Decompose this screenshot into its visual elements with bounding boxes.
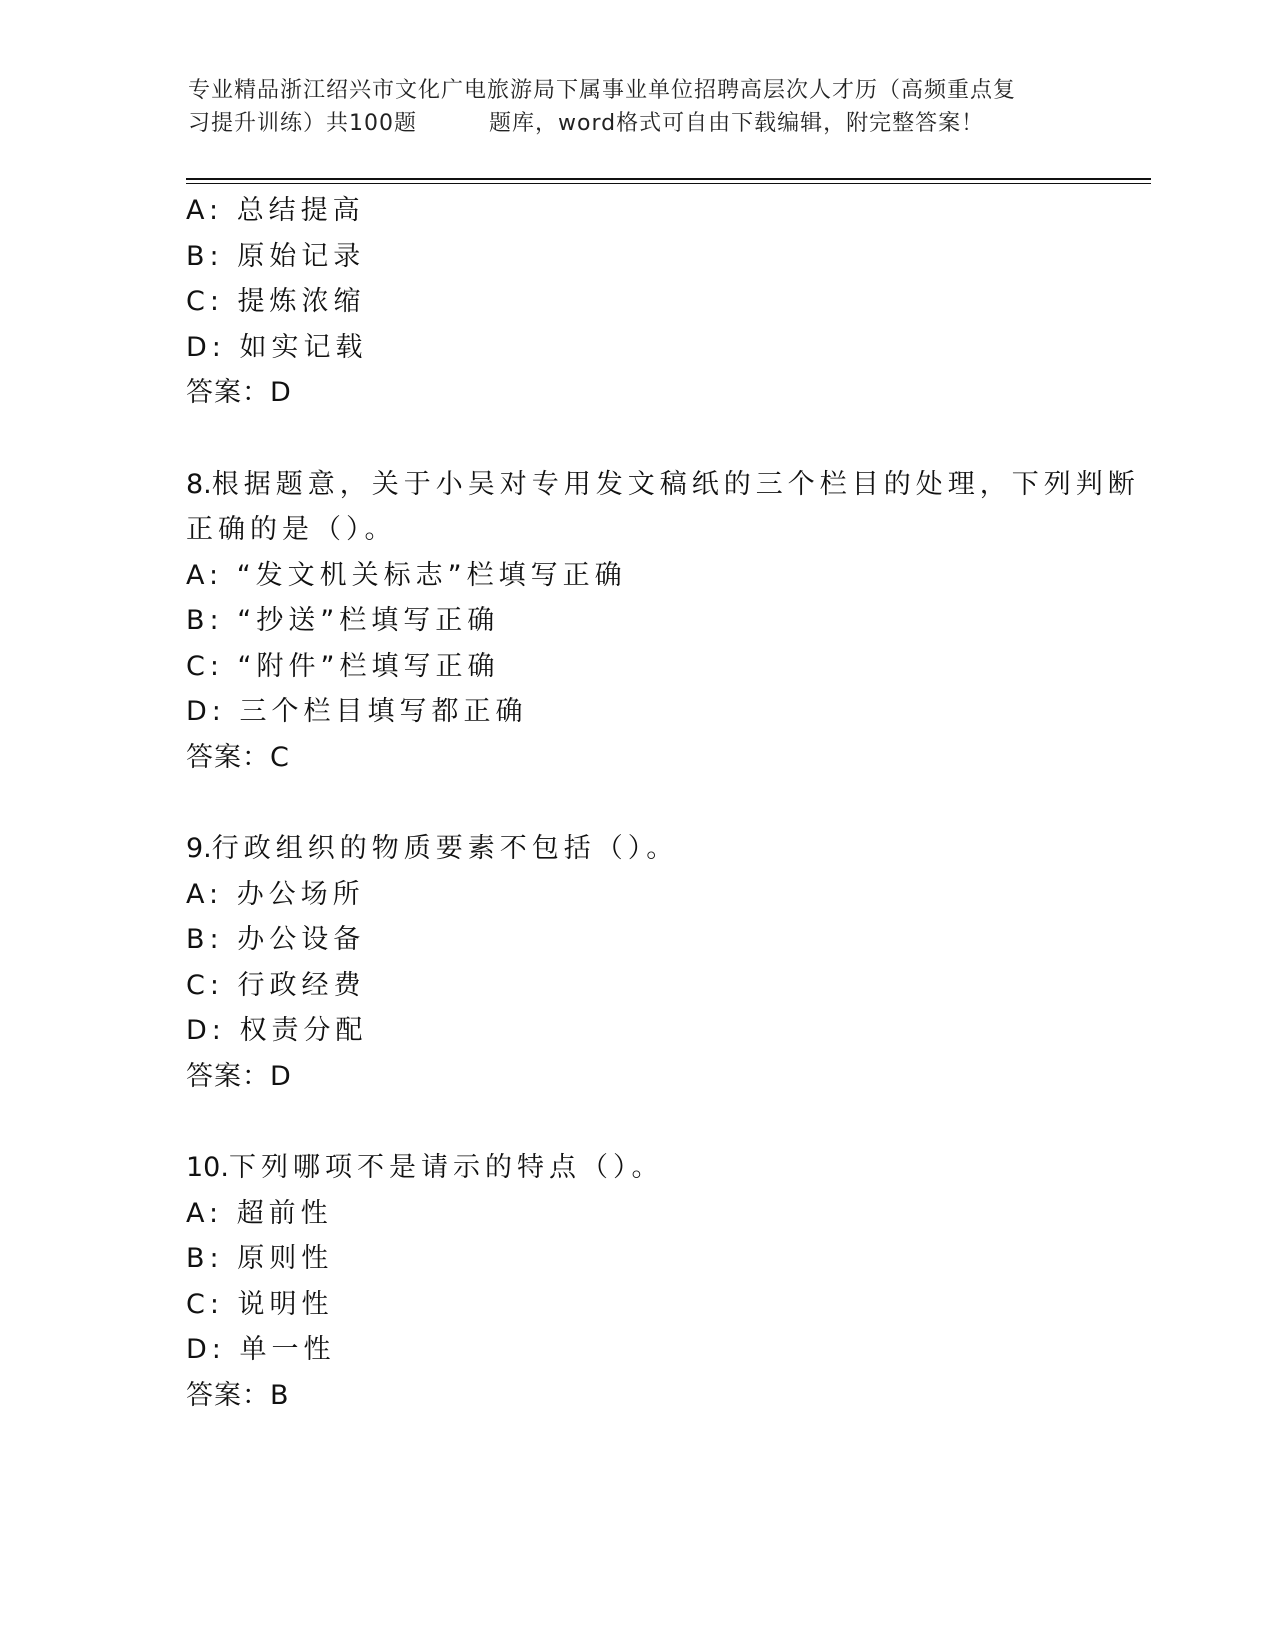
answer-value: C: [270, 741, 291, 773]
option-a: [186, 188, 1146, 234]
option-a: [186, 872, 1146, 918]
option-d: [186, 1008, 1146, 1054]
question-text-line-1: 根据题意，关于小吴对专用发文稿纸的三个栏目的处理，下列判断: [211, 468, 1140, 500]
question-list: [186, 188, 1146, 1418]
header-divider-thick: [186, 178, 1151, 180]
option-text: 办公设备: [237, 924, 366, 955]
option-text: 单一性: [239, 1334, 336, 1365]
question-number: 10.: [186, 1152, 229, 1183]
option-key: D:: [186, 331, 226, 363]
option-d: [186, 689, 1146, 735]
header-line-2-part-b: 题库，word格式可自由下载编辑，附完整答案！: [489, 111, 985, 136]
answer-line: [186, 1373, 1146, 1419]
option-key: D:: [186, 1015, 226, 1046]
question-text: [186, 1145, 1146, 1191]
header-line-2-part-a: 习提升训练）共100题: [188, 111, 417, 136]
answer-line: [186, 1054, 1146, 1100]
answer-value: D: [270, 377, 293, 408]
option-b: [186, 234, 1146, 280]
option-text: 办公场所: [236, 878, 365, 910]
option-b: [186, 917, 1146, 963]
answer-value: D: [270, 1060, 293, 1092]
question-text: [186, 462, 1146, 508]
option-text: 行政经费: [237, 969, 366, 1001]
option-text: 总结提高: [236, 195, 365, 226]
option-c: [186, 644, 1146, 690]
question-number: 9.: [186, 833, 212, 864]
answer-label: 答案：: [186, 377, 270, 408]
question-10: [186, 1145, 1146, 1418]
option-d: [186, 1327, 1146, 1373]
question-8: [186, 462, 1146, 781]
header-line-2: [188, 107, 1088, 140]
option-key: C:: [186, 969, 224, 1001]
option-key: C:: [186, 286, 224, 317]
option-key: A:: [186, 559, 224, 591]
header-line-1: 专业精品浙江绍兴市文化广电旅游局下属事业单位招聘高层次人才历（高频重点复: [188, 78, 1017, 103]
option-text: 三个栏目填写都正确: [239, 696, 528, 727]
question-text: [186, 826, 1146, 872]
option-c: [186, 1282, 1146, 1328]
question-7-options: [186, 188, 1146, 416]
option-text: 权责分配: [239, 1015, 368, 1046]
option-c: [186, 279, 1146, 325]
option-key: D:: [186, 1334, 226, 1365]
question-text-line-2: 正确的是（）。: [186, 514, 397, 545]
answer-label: 答案：: [186, 1060, 270, 1092]
option-d: [186, 325, 1146, 371]
header-divider-thin: [186, 183, 1151, 184]
option-key: C:: [186, 1288, 224, 1320]
option-text: 说明性: [237, 1288, 334, 1320]
option-b: [186, 598, 1146, 644]
option-a: [186, 1191, 1146, 1237]
option-a: [186, 553, 1146, 599]
option-b: [186, 1236, 1146, 1282]
option-key: B:: [186, 605, 224, 636]
option-key: B:: [186, 1243, 224, 1274]
option-c: [186, 963, 1146, 1009]
option-text: “抄送”栏填写正确: [237, 605, 500, 636]
answer-label: 答案：: [186, 1379, 270, 1411]
option-text: 如实记载: [239, 331, 368, 363]
option-key: D:: [186, 696, 226, 727]
option-text: 超前性: [236, 1197, 333, 1229]
option-key: A:: [186, 195, 224, 226]
option-text: 原则性: [237, 1243, 334, 1274]
answer-line: [186, 370, 1146, 416]
option-text: 提炼浓缩: [237, 286, 366, 317]
question-number: 8.: [186, 468, 212, 500]
question-9: [186, 826, 1146, 1099]
answer-label: 答案：: [186, 741, 270, 773]
option-key: C:: [186, 650, 224, 682]
question-text-line-1: 行政组织的物质要素不包括（）。: [211, 833, 679, 864]
option-text: 原始记录: [237, 240, 366, 272]
option-key: A:: [186, 1197, 224, 1229]
document-header: [188, 74, 1088, 140]
option-key: A:: [186, 878, 224, 910]
option-key: B:: [186, 924, 224, 955]
option-text: “附件”栏填写正确: [237, 650, 500, 682]
option-text: “发文机关标志”栏填写正确: [236, 559, 627, 591]
answer-line: [186, 735, 1146, 781]
answer-value: B: [270, 1379, 291, 1411]
question-text-line-1: 下列哪项不是请示的特点（）。: [228, 1152, 664, 1183]
option-key: B:: [186, 240, 224, 272]
